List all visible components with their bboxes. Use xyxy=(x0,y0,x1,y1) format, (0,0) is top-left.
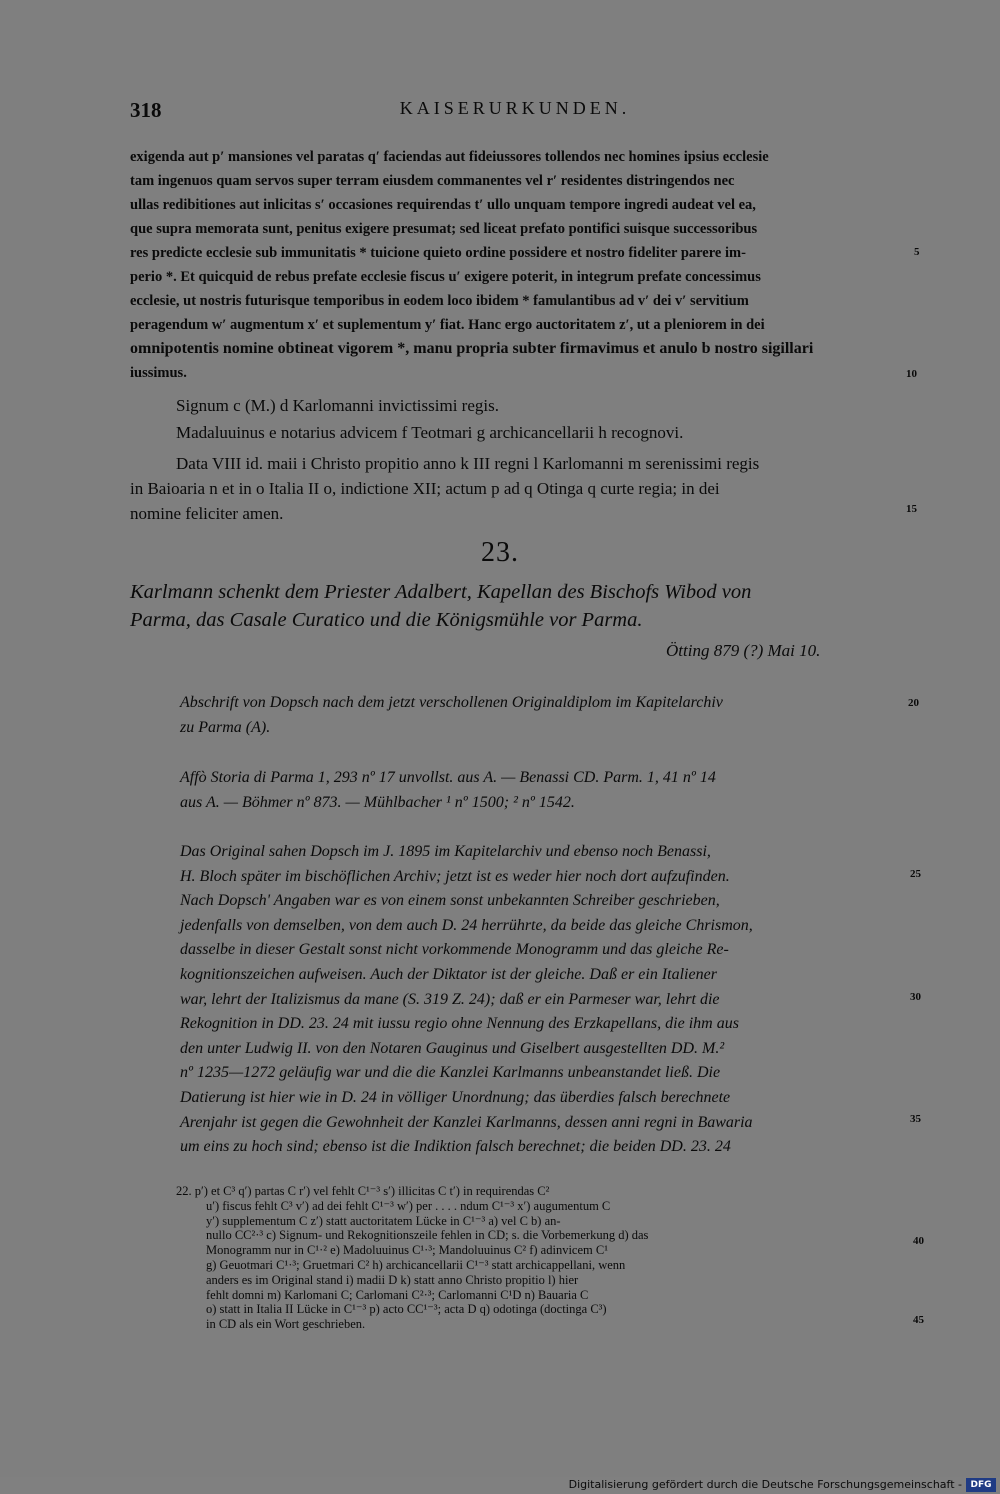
text-line: H. Bloch später im bischöflichen Archiv; jetzt ist es weder hier noch dort aufzufinden. xyxy=(180,867,730,885)
text-line: kognitionszeichen aufweisen. Auch der Diktator ist der gleiche. Daß er ein Italiener xyxy=(180,966,717,983)
text-line: omnipotentis nomine obtineat vigorem *, manu propria subter firmavimus et anulo b nostro sigillari xyxy=(130,340,814,357)
dfg-credit-text: Digitalisierung gefördert durch die Deutsche Forschungsgemeinschaft - xyxy=(568,1478,962,1491)
place-date: Ötting 879 (?) Mai 10. xyxy=(666,641,821,660)
line-number: 40 xyxy=(913,1235,924,1247)
text-line: tam ingenuos quam servos super terram eiusdem commanentes vel r′ residentes distringendos nec xyxy=(130,173,735,189)
dating-line: Data VIII id. maii i Christo propitio anno k III regni l Karlomanni m serenissimi regis xyxy=(176,454,760,473)
footnote-line: g) Geuotmari C¹·³; Gruetmari C² h) archicancellarii C¹⁻³ statt archicappellani, wenn xyxy=(206,1258,626,1272)
recognition-line: Madaluuinus e notarius advicem f Teotmari g archicancellarii h recognovi. xyxy=(176,423,684,442)
text-line: ecclesie, ut nostris futurisque temporibus in eodem loco ibidem * famulantibus ad v′ dei v′ servitium xyxy=(130,293,749,309)
text-line: res predicte ecclesie sub immunitatis * tuicione quieto ordine possidere et nostro fideliter parere im- xyxy=(130,245,746,261)
text-line: um eins zu hoch sind; ebenso ist die Indiktion falsch berechnet; die beiden DD. 23. 24 xyxy=(180,1138,731,1156)
text-line: peragendum w′ augmentum x′ et suplementum y′ fiat. Hanc ergo auctoritatem z′, ut a pleniorem in dei xyxy=(130,317,765,333)
dating-line: in Baioaria n et in o Italia II o, indictione XII; actum p ad q Otinga q curte regia; in dei xyxy=(130,479,720,498)
footnote-line: fehlt domni m) Karlomani C; Carlomani C²·³; Carlomanni C¹D n) Bauaria C xyxy=(206,1287,589,1302)
footnote-line: nullo CC²·³ c) Signum- und Rekognitionszeile fehlen in CD; s. die Vorbemerkung d) das xyxy=(206,1228,649,1243)
text-line: Abschrift von Dopsch nach dem jetzt verschollenen Originaldiplom im Kapitelarchiv xyxy=(180,694,723,711)
footnote-line: Monogramm nur in C¹·² e) Madoluuinus C¹·³; Mandoluuinus C² f) adinvicem C¹ xyxy=(206,1243,608,1258)
text-line: Das Original sahen Dopsch im J. 1895 im Kapitelarchiv und ebenso noch Benassi, xyxy=(180,843,711,860)
footnote-line: y′) supplementum C z′) statt auctoritatem Lücke in C¹⁻³ a) vel C b) an- xyxy=(206,1213,561,1228)
line-number: 15 xyxy=(906,503,917,515)
page-number: 318 xyxy=(130,98,162,122)
text-line: Arenjahr ist gegen die Gewohnheit der Kanzlei Karlmanns, dessen anni regni in Bawaria xyxy=(180,1113,753,1131)
line-number: 30 xyxy=(910,991,921,1003)
text-line: zu Parma (A). xyxy=(180,719,271,736)
footnote-line: u′) fiscus fehlt C³ v′) ad dei fehlt C¹⁻³ w′) per . . . . ndum C¹⁻³ x′) augumentum C xyxy=(206,1198,611,1213)
footnote-line: 22. p′) et C³ q′) partas C r′) vel fehlt C¹⁻³ s′) illicitas C t′) in requirendas C² xyxy=(176,1184,550,1198)
dating-line: nomine feliciter amen. xyxy=(130,504,284,523)
line-number: 20 xyxy=(908,697,919,709)
line-number: 10 xyxy=(906,368,917,380)
dfg-logo: DFG xyxy=(966,1478,996,1492)
text-line: Affò Storia di Parma 1, 293 nº 17 unvollst. aus A. — Benassi CD. Parm. 1, 41 nº 14 xyxy=(180,769,716,786)
page-header xyxy=(130,98,900,124)
regest-line: Karlmann schenkt dem Priester Adalbert, Kapellan des Bischofs Wibod von xyxy=(130,581,752,603)
line-number: 5 xyxy=(914,246,920,258)
line-number: 35 xyxy=(910,1113,921,1125)
text-line: Nach Dopsch' Angaben war es von einem sonst unbekannten Schreiber geschrieben, xyxy=(180,892,720,910)
text-line: war, lehrt der Italizismus da mane (S. 319 Z. 24); daß er ein Parmeser war, lehrt die xyxy=(180,990,720,1008)
text-line: dasselbe in dieser Gestalt sonst nicht vorkommende Monogramm und das gleiche Re- xyxy=(180,941,729,959)
text-line: exigenda aut p′ mansiones vel paratas q′ faciendas aut fideiussores tollendos nec homines ipsius ecclesie xyxy=(130,149,769,165)
text-line: que supra memorata sunt, penitus exigere presumat; sed liceat prefato pontifici suisque successoribus xyxy=(130,221,758,237)
document-number: 23. xyxy=(481,537,519,568)
text-line: aus A. — Böhmer nº 873. — Mühlbacher ¹ nº 1500; ² nº 1542. xyxy=(180,794,575,811)
running-title: KAISERURKUNDEN. xyxy=(399,98,631,118)
text-line: Rekognition in DD. 23. 24 mit iussu regio ohne Nennung des Erzkapellans, die ihm aus xyxy=(180,1015,739,1033)
line-number: 25 xyxy=(910,868,921,880)
signum-line: Signum c (M.) d Karlomanni invictissimi regis. xyxy=(176,396,499,415)
text-line: nº 1235—1272 geläufig war und die die Kanzlei Karlmanns unbeanstandet ließ. Die xyxy=(180,1064,721,1082)
text-line: ullas redibitiones aut inlicitas s′ occasiones requirendas t′ ullo unquam tempore ingredi audeat vel ea, xyxy=(130,197,756,213)
footnote-line: in CD als ein Wort geschrieben. xyxy=(206,1317,366,1332)
regest-line: Parma, das Casale Curatico und die Königsmühle vor Parma. xyxy=(130,609,643,631)
text-line: Datierung ist hier wie in D. 24 in völliger Unordnung; das überdies falsch berechnete xyxy=(180,1089,731,1106)
text-line: den unter Ludwig II. von den Notaren Gauginus und Giselbert ausgestellten DD. M.² xyxy=(180,1039,725,1057)
text-line: iussimus. xyxy=(130,365,187,381)
text-line: jedenfalls von demselben, von dem auch D. 24 herrührte, da beide das gleiche Chrismon, xyxy=(180,916,753,934)
text-line: perio *. Et quicquid de rebus prefate ecclesie fiscus u′ exigere poterit, in integrum prefate concessimus xyxy=(130,269,761,285)
digitization-footer xyxy=(0,1477,1000,1494)
footnote-line: anders es im Original stand i) madii D k) statt anno Christo propitio l) hier xyxy=(206,1272,579,1287)
footnote-line: o) statt in Italia II Lücke in C¹⁻³ p) acto CC¹⁻³; acta D q) odotinga (doctinga C³) xyxy=(206,1302,607,1317)
line-number: 45 xyxy=(913,1314,924,1326)
